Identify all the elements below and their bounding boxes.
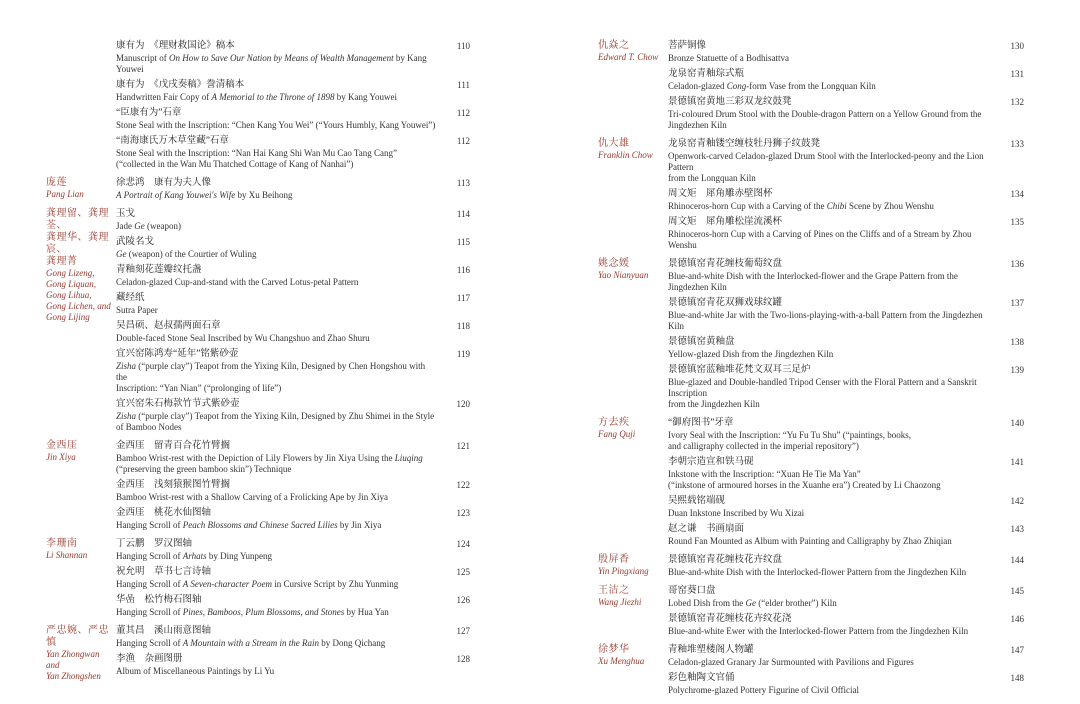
right-column	[598, 40, 1024, 703]
catalogue-entry	[116, 208, 470, 232]
entry-title-english: Round Fan Mounted as Album with Painting and Calligraphy by Zhao Zhiqian	[668, 536, 952, 546]
donor-name-chinese: 王洁之	[598, 585, 630, 596]
donor-name-english: Li Shannan	[46, 550, 88, 560]
catalogue-entry	[668, 336, 1024, 360]
catalogue-entry	[668, 523, 1024, 547]
donor-name-english: Jin Xiya	[46, 452, 76, 462]
donor-name	[46, 440, 112, 463]
page-number: 116	[456, 265, 470, 275]
entry-title-english: Celadon-glazed Cup-and-stand with the Carved Lotus-petal Pattern	[116, 277, 359, 287]
donor-name-english: Gong Lizeng, Gong Liquan, Gong Lihua, Gong Lichen, and Gong Lijing	[46, 268, 111, 322]
entry-title-chinese: 景德镇窑青花缠枝花卉纹盘	[668, 555, 783, 565]
entry-title-chinese: 青釉堆塑楼阁人物罐	[668, 645, 754, 655]
donor-name-chinese: 姚念媛	[598, 258, 630, 269]
page-number: 134	[1010, 189, 1024, 199]
entry-title-english: Rhinoceros-horn Cup with a Carving of the Chibi Scene by Zhou Wenshu	[668, 201, 934, 211]
entry-title-english: Hanging Scroll of A Mountain with a Stream in the Rain by Dong Qichang	[116, 638, 386, 648]
catalogue-entry	[116, 264, 470, 288]
catalogue-entry	[668, 68, 1024, 92]
catalogue-entry	[668, 138, 1024, 184]
entry-title-chinese: 丁云鹏 罗汉图轴	[116, 539, 193, 549]
catalogue-entry	[116, 398, 470, 433]
page-number: 146	[1010, 614, 1024, 624]
entry-title-chinese: 藏经纸	[116, 293, 145, 303]
catalogue-entry	[668, 456, 1024, 491]
catalogue-entry	[668, 554, 1024, 578]
donor-name-english: Pang Lian	[46, 189, 84, 199]
entry-title-english: A Portrait of Kang Youwei's Wife by Xu Beihong	[116, 190, 293, 200]
catalogue-entry	[668, 216, 1024, 251]
entry-title-english: Zisha (“purple clay”) Teapot from the Yixing Kiln, Designed by Zhu Shimei in the Style of Bamboo Nodes	[116, 411, 435, 432]
entry-title-english: Jade Ge (weapon)	[116, 221, 181, 231]
page-number: 135	[1010, 217, 1024, 227]
entry-title-english: Bamboo Wrist-rest with a Shallow Carving of a Frolicking Ape by Jin Xiya	[116, 492, 388, 502]
entry-title-chinese: 哥窑葵口盘	[668, 586, 716, 596]
entry-title-english: Duan Inkstone Inscribed by Wu Xizai	[668, 508, 805, 518]
page-number: 136	[1010, 259, 1024, 269]
entry-title-chinese: 李朝宗造宣和铁马砚	[668, 457, 754, 467]
donor-group	[598, 554, 1024, 578]
catalogue-entry	[668, 297, 1024, 332]
entry-title-chinese: “南海康氏万木草堂藏”石章	[116, 136, 229, 146]
catalogue-entry	[116, 79, 470, 103]
catalogue-entry	[668, 613, 1024, 637]
donor-name-english: Franklin Chow	[598, 150, 653, 160]
page-number: 147	[1010, 645, 1024, 655]
entry-title-chinese: 龙泉窑青釉琮式瓶	[668, 69, 745, 79]
page-number: 125	[456, 567, 470, 577]
entry-title-english: Stone Seal with the Inscription: “Nan Hai Kang Shi Wan Mu Cao Tang Cang” (“collected in the Wan Mu Thatched Cottage of Kang of Nanhai”)	[116, 148, 398, 169]
page-number: 121	[456, 441, 470, 451]
catalogue-entry	[116, 566, 470, 590]
catalogue-entry	[116, 292, 470, 316]
entry-title-chinese: 武陵名戈	[116, 237, 155, 247]
donor-group	[46, 538, 470, 618]
catalogue-entry	[668, 188, 1024, 212]
catalogue-entry	[668, 644, 1024, 668]
entry-title-english: Manuscript of On How to Save Our Nation by Means of Wealth Management by Kang Youwei	[116, 53, 427, 74]
entry-title-chinese: “御府图书”牙章	[668, 418, 734, 428]
catalogue-entry	[116, 320, 470, 344]
entry-title-chinese: 康有为 《戊戌奏稿》誊清稿本	[116, 80, 245, 90]
page-number: 142	[1010, 496, 1024, 506]
entry-title-english: Rhinoceros-horn Cup with a Carving of Pines on the Cliffs and of a Stream by Zhou Wenshu	[668, 229, 972, 250]
entry-title-english: Blue-and-white Jar with the Two-lions-playing-with-a-ball Pattern from the Jingdezhen Kiln	[668, 310, 983, 331]
donor-name	[46, 208, 112, 323]
page-number: 148	[1010, 673, 1024, 683]
entry-title-english: Sutra Paper	[116, 305, 158, 315]
donor-name-english: Yao Nianyuan	[598, 270, 649, 280]
entry-title-english: Album of Miscellaneous Paintings by Li Yu	[116, 666, 275, 676]
page-number: 115	[456, 237, 470, 247]
catalogue-entry	[668, 417, 1024, 452]
entry-title-chinese: 景德镇窑黄地三彩双龙纹鼓凳	[668, 97, 792, 107]
catalogue-entry	[668, 672, 1024, 696]
donor-name-chinese: 金西厓	[46, 440, 78, 451]
donor-name	[598, 644, 664, 667]
catalogue-entry	[116, 348, 470, 394]
page-number: 124	[456, 539, 470, 549]
page-number: 139	[1010, 365, 1024, 375]
donor-group	[598, 585, 1024, 637]
entry-title-chinese: 景德镇窑青花缠枝花卉纹花浇	[668, 614, 792, 624]
entry-title-english: Blue-glazed and Double-handled Tripod Censer with the Floral Pattern and a Sanskrit Inscription from the Jingdezhen Kiln	[668, 377, 977, 409]
entry-title-chinese: 金西厓 桃花水仙图轴	[116, 508, 212, 518]
entry-title-english: Ivory Seal with the Inscription: “Yu Fu Tu Shu” (“paintings, books, and calligraphy collected in the imperial repository”)	[668, 430, 911, 451]
catalogue-entry	[116, 479, 470, 503]
page-number: 113	[456, 178, 470, 188]
page-number: 122	[456, 480, 470, 490]
donor-group	[598, 138, 1024, 251]
entry-title-english: Double-faced Stone Seal Inscribed by Wu Changshuo and Zhao Shuru	[116, 333, 370, 343]
donor-name-chinese: 庞莲	[46, 177, 67, 188]
entry-title-chinese: 祝允明 草书七言诗轴	[116, 567, 212, 577]
catalogue-entry	[116, 625, 470, 649]
entry-title-chinese: 徐悲鸿 康有为夫人像	[116, 178, 212, 188]
page-number: 110	[456, 41, 470, 51]
entry-title-chinese: 吴熙载铭端砚	[668, 496, 726, 506]
page-number: 111	[457, 80, 470, 90]
catalogue-entry	[116, 538, 470, 562]
donor-group	[46, 440, 470, 531]
donor-name-english: Xu Menghua	[598, 656, 645, 666]
entry-title-english: Tri-coloured Drum Stool with the Double-dragon Pattern on a Yellow Ground from the Jingdezhen Kiln	[668, 109, 982, 130]
donor-name	[598, 258, 664, 281]
entry-title-chinese: 景德镇窑青花双狮戏球纹罐	[668, 298, 783, 308]
catalogue-entry	[116, 177, 470, 201]
donor-name-english: Wang Jiezhi	[598, 597, 642, 607]
donor-name	[598, 138, 664, 161]
entry-title-chinese: 李渔 杂画图册	[116, 654, 183, 664]
entry-title-english: Hanging Scroll of A Seven-character Poem in Cursive Script by Zhu Yunming	[116, 579, 399, 589]
catalogue-entry	[116, 40, 470, 75]
entry-title-chinese: 宜兴窑陈鸿寿“延年”铭紫砂壶	[116, 349, 239, 359]
donor-group	[598, 40, 1024, 131]
page-number: 118	[456, 321, 470, 331]
donor-name	[46, 625, 112, 682]
catalogue-entry	[116, 135, 470, 170]
page-number: 119	[456, 349, 470, 359]
entry-title-chinese: 赵之谦 书画扇面	[668, 524, 745, 534]
donor-name-english: Edward T. Chow	[598, 52, 659, 62]
entry-title-chinese: 玉戈	[116, 209, 136, 219]
catalogue-entry	[116, 653, 470, 677]
entry-title-english: Zisha (“purple clay”) Teapot from the Yixing Kiln, Designed by Chen Hongshou with the Inscription: “Yan Nian” (“prolonging of life”)	[116, 361, 426, 393]
donor-group	[46, 625, 470, 681]
entry-title-chinese: 金西厓 浅刻猿猴图竹臂搁	[116, 480, 231, 490]
entry-title-chinese: 彩色釉陶文官俑	[668, 673, 735, 683]
entry-title-chinese: 景德镇窑黄釉盘	[668, 337, 735, 347]
entry-title-english: Stone Seal with the Inscription: “Chen Kang You Wei” (“Yours Humbly, Kang Youwei”)	[116, 120, 436, 130]
entry-title-chinese: 菩萨铜像	[668, 41, 707, 51]
entry-title-english: Openwork-carved Celadon-glazed Drum Stool with the Interlocked-peony and the Lion Pattern from the Longquan Kiln	[668, 151, 984, 183]
left-column	[46, 40, 470, 684]
entry-title-english: Bamboo Wrist-rest with the Depiction of Lily Flowers by Jin Xiya Using the Liuqing (“preserving the green bamboo skin”) Technique	[116, 453, 423, 474]
page-number: 145	[1010, 586, 1024, 596]
page-number: 117	[456, 293, 470, 303]
donor-name-english: Yan Zhongwan and Yan Zhongshen	[46, 649, 101, 681]
catalogue-entry	[668, 364, 1024, 410]
entry-title-english: Hanging Scroll of Pines, Bamboos, Plum Blossoms, and Stones by Hua Yan	[116, 607, 389, 617]
page-number: 112	[456, 136, 470, 146]
donor-group	[598, 644, 1024, 696]
page-number: 138	[1010, 337, 1024, 347]
page-number: 128	[456, 654, 470, 664]
entry-title-english: Blue-and-white Ewer with the Interlocked-flower Pattern from the Jingdezhen Kiln	[668, 626, 969, 636]
donor-name-english: Yin Pingxiang	[598, 566, 649, 576]
donor-name-chinese: 方去疾	[598, 417, 630, 428]
entry-title-english: Blue-and-white Dish with the Interlocked-flower Pattern from the Jingdezhen Kiln	[668, 567, 967, 577]
page-number: 131	[1010, 69, 1024, 79]
page-number: 144	[1010, 555, 1024, 565]
donor-group	[46, 177, 470, 201]
page-number: 133	[1010, 139, 1024, 149]
page-number: 130	[1010, 41, 1024, 51]
entry-title-chinese: 龙泉窑青釉镂空缠枝牡丹狮子纹鼓凳	[668, 139, 821, 149]
page-number: 140	[1010, 418, 1024, 428]
entry-title-chinese: 华嵒 松竹梅石图轴	[116, 595, 202, 605]
entry-title-chinese: 康有为 《理财救国论》稿本	[116, 41, 235, 51]
donor-name-chinese: 李珊南	[46, 538, 78, 549]
entry-title-english: Polychrome-glazed Pottery Figurine of Civil Official	[668, 685, 860, 695]
donor-name	[46, 538, 112, 561]
entry-title-english: Yellow-glazed Dish from the Jingdezhen Kiln	[668, 349, 834, 359]
page-number: 143	[1010, 524, 1024, 534]
entry-title-chinese: 董其昌 溪山雨意图轴	[116, 626, 212, 636]
entry-title-english: Bronze Statuette of a Bodhisattva	[668, 53, 789, 63]
donor-name-english: Fang Quji	[598, 429, 636, 439]
entry-title-english: Hanging Scroll of Peach Blossoms and Chinese Sacred Lilies by Jin Xiya	[116, 520, 382, 530]
donor-name	[598, 40, 664, 63]
entry-title-chinese: 宜兴窑朱石梅款竹节式紫砂壶	[116, 399, 240, 409]
donor-name	[46, 177, 112, 200]
entry-title-chinese: 周文矩 犀角雕赤壁图杯	[668, 189, 773, 199]
entry-title-chinese: 青釉刻花莲瓣纹托盏	[116, 265, 202, 275]
page-number: 114	[456, 209, 470, 219]
entry-title-english: Celadon-glazed Granary Jar Surmounted with Pavilions and Figures	[668, 657, 914, 667]
donor-group	[46, 208, 470, 433]
catalogue-entry	[668, 258, 1024, 293]
catalogue-entry	[116, 594, 470, 618]
donor-name	[598, 417, 664, 440]
donor-name	[598, 585, 664, 608]
entry-title-english: Hanging Scroll of Arhats by Ding Yunpeng	[116, 551, 273, 561]
entry-title-english: Lobed Dish from the Ge (“elder brother”) Kiln	[668, 598, 837, 608]
entry-title-english: Blue-and-white Dish with the Interlocked-flower and the Grape Pattern from the Jingdezhen Kiln	[668, 271, 958, 292]
donor-name-chinese: 仇焱之	[598, 40, 630, 51]
entry-title-chinese: 景德镇窑青花缠枝葡萄纹盘	[668, 259, 783, 269]
catalogue-entry	[668, 495, 1024, 519]
entry-title-english: Handwritten Fair Copy of A Memorial to the Throne of 1898 by Kang Youwei	[116, 92, 397, 102]
page-number: 137	[1010, 298, 1024, 308]
page-number: 120	[456, 399, 470, 409]
catalogue-entry	[668, 96, 1024, 131]
donor-name-chinese: 徐梦华	[598, 644, 630, 655]
entry-title-chinese: 金西厓 留青百合花竹臂搁	[116, 441, 231, 451]
entry-title-chinese: 吴昌硕、赵叔孺两面石章	[116, 321, 221, 331]
donor-group	[46, 40, 470, 170]
entry-title-english: Celadon-glazed Cong-form Vase from the Longquan Kiln	[668, 81, 876, 91]
entry-title-english: Ge (weapon) of the Courtier of Wuling	[116, 249, 257, 259]
catalogue-entry	[116, 507, 470, 531]
entry-title-chinese: 周文矩 犀角雕松崖流溪杯	[668, 217, 783, 227]
entry-title-chinese: “臣康有为”石章	[116, 108, 182, 118]
catalogue-entry	[668, 585, 1024, 609]
donor-group	[598, 258, 1024, 410]
entry-title-chinese: 景德镇窑蓝釉堆花梵文双耳三足炉	[668, 365, 811, 375]
page-number: 112	[456, 108, 470, 118]
catalogue-entry	[116, 236, 470, 260]
donor-name-chinese: 龚理留、龚理荃、 龚理华、龚理宸、 龚理菁	[46, 208, 109, 267]
catalogue-entry	[668, 40, 1024, 64]
page-number: 123	[456, 508, 470, 518]
page-number: 132	[1010, 97, 1024, 107]
catalogue-entry	[116, 107, 470, 131]
donor-name-chinese: 仇大雄	[598, 138, 630, 149]
entry-title-english: Inkstone with the Inscription: “Xuan He Tie Ma Yan” (“inkstone of armoured horses in the Xuanhe era”) Created by Li Chaozong	[668, 469, 941, 490]
page-number: 141	[1010, 457, 1024, 467]
page-number: 126	[456, 595, 470, 605]
donor-group	[598, 417, 1024, 547]
page-number: 127	[456, 626, 470, 636]
catalogue-entry	[116, 440, 470, 475]
donor-name-chinese: 殷屏香	[598, 554, 630, 565]
donor-name-chinese: 严忠婉、严忠慎	[46, 625, 109, 648]
donor-name	[598, 554, 664, 577]
